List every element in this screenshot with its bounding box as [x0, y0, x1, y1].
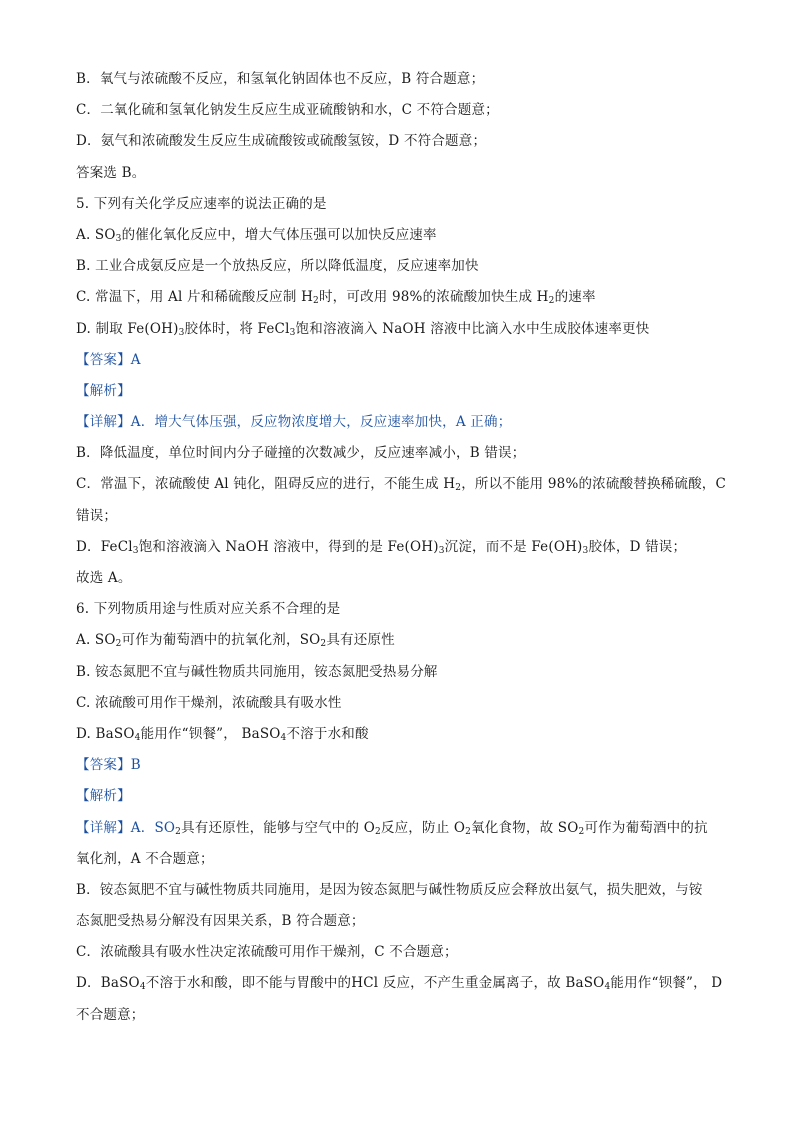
subscript: 2: [320, 639, 327, 650]
text-segment: 6. 下列物质用途与性质对应关系不合理的是: [76, 601, 341, 618]
text-line: [76, 345, 726, 376]
text-line: [76, 282, 726, 313]
text-line: [76, 657, 726, 688]
text-line: [76, 625, 726, 656]
text-segment: 【解析】: [76, 382, 131, 399]
subscript: 3: [132, 545, 139, 556]
subscript: 3: [438, 545, 445, 556]
subscript: 2: [374, 826, 381, 837]
text-line: [76, 563, 726, 594]
text-segment: D．氨气和浓硫酸发生反应生成硫酸铵或硫酸氢铵，D 不符合题意；: [76, 133, 487, 150]
text-line: [76, 189, 726, 220]
text-line: [76, 314, 726, 345]
text-segment: 【解析】: [76, 788, 131, 805]
subscript: 3: [178, 327, 185, 338]
subscript: 4: [139, 982, 146, 993]
text-segment: B．降低温度，单位时间内分子碰撞的次数减少，反应速率减小，B 错误；: [76, 445, 526, 462]
text-line: [76, 750, 726, 781]
text-line: [76, 220, 726, 251]
text-segment: B. 铵态氮肥不宜与碱性物质共同施用，铵态氮肥受热易分解: [76, 663, 438, 680]
text-segment: D．BaSO: [76, 975, 140, 992]
text-segment: 具有还原性: [326, 632, 395, 649]
subscript: 3: [115, 233, 122, 244]
text-segment: 饱和溶液滴入 NaOH 溶液中比滴入水中生成胶体速率更快: [295, 320, 650, 337]
text-segment: 胶体，D 错误；: [588, 538, 687, 555]
text-line: [76, 1000, 726, 1031]
text-segment: C．常温下，浓硫酸使 Al 钝化，阻碍反应的进行，不能生成 H: [76, 476, 456, 493]
text-segment: B．氧气与浓硫酸不反应，和氢氧化钠固体也不反应，B 符合题意；: [76, 71, 485, 87]
subscript: 4: [280, 732, 287, 743]
text-segment: 错误；: [76, 507, 118, 524]
text-line: [76, 844, 726, 875]
text-segment: 反应，防止 O: [380, 819, 466, 836]
text-line: [76, 407, 726, 438]
text-segment: 不合题意；: [76, 1006, 145, 1023]
text-segment: C. 浓硫酸可用作干燥剂，浓硫酸具有吸水性: [76, 694, 342, 711]
subscript: 4: [134, 732, 141, 743]
text-line: [76, 126, 726, 157]
text-line: [76, 376, 726, 407]
subscript: 2: [115, 639, 122, 650]
text-segment: 胶体时，将 FeCl: [184, 320, 290, 337]
text-segment: 【答案】A: [76, 351, 141, 368]
text-line: [76, 158, 726, 189]
subscript: 3: [289, 327, 296, 338]
text-segment: C. 常温下，用 Al 片和稀硫酸反应制 H: [76, 289, 314, 306]
subscript: 2: [465, 826, 472, 837]
text-segment: 氧化食物，故 SO: [471, 819, 579, 836]
text-line: [76, 781, 726, 812]
text-segment: 态氮肥受热易分解没有因果关系，B 符合题意；: [76, 913, 365, 930]
text-line: [76, 937, 726, 968]
text-segment: 【详解】A．SO: [76, 819, 176, 836]
text-segment: A. SO: [76, 226, 116, 243]
text-segment: 【答案】B: [76, 757, 141, 774]
text-segment: ，所以不能用 98%的浓硫酸替换稀硫酸，C: [461, 476, 727, 493]
subscript: 2: [313, 296, 319, 307]
text-line: [76, 875, 726, 906]
subscript: 3: [582, 545, 589, 556]
text-segment: 能用作“钡餐”， BaSO: [140, 725, 281, 742]
text-segment: 的速率: [554, 289, 596, 306]
text-segment: 可作为葡萄酒中的抗氧化剂，SO: [121, 632, 321, 649]
subscript: 2: [175, 826, 182, 837]
text-segment: C．二氧化硫和氢氧化钠发生反应生成亚硫酸钠和水，C 不符合题意；: [76, 102, 499, 119]
text-segment: 沉淀，而不是 Fe(OH): [444, 538, 583, 555]
text-segment: D. BaSO: [76, 725, 135, 742]
text-segment: D. 制取 Fe(OH): [76, 320, 179, 337]
text-line: [76, 438, 726, 469]
text-segment: B. 工业合成氨反应是一个放热反应，所以降低温度，反应速率加快: [76, 258, 479, 275]
text-segment: 不溶于水和酸: [286, 725, 369, 742]
text-line: [76, 501, 726, 532]
text-line: [76, 251, 726, 282]
text-segment: 饱和溶液滴入 NaOH 溶液中，得到的是 Fe(OH): [138, 538, 439, 555]
text-segment: B．铵态氮肥不宜与碱性物质共同施用，是因为铵态氮肥与碱性物质反应会释放出氨气，损失肥效，与铵: [76, 881, 703, 898]
text-line: [76, 813, 726, 844]
text-segment: 故选 A。: [76, 570, 132, 586]
text-line: [76, 64, 726, 95]
subscript: 2: [578, 826, 585, 837]
text-segment: 的催化氧化反应中，增大气体压强可以加快反应速率: [121, 226, 437, 243]
text-segment: 氧化剂，A 不合题意；: [76, 850, 214, 867]
text-segment: D．FeCl: [76, 538, 133, 555]
text-line: [76, 95, 726, 126]
text-line: [76, 469, 726, 500]
text-segment: 5. 下列有关化学反应速率的说法正确的是: [76, 195, 327, 212]
subscript: 2: [548, 296, 555, 307]
text-line: [76, 594, 726, 625]
text-segment: 【详解】A．增大气体压强，反应物浓度增大，反应速率加快，A 正确；: [76, 414, 512, 431]
text-segment: 时，可改用 98%的浓硫酸加快生成 H: [318, 289, 549, 306]
text-segment: C．浓硫酸具有吸水性决定浓硫酸可用作干燥剂，C 不合题意；: [76, 944, 458, 961]
text-segment: A. SO: [76, 632, 116, 649]
text-segment: 能用作“钡餐”， D: [610, 975, 723, 992]
text-line: [76, 719, 726, 750]
text-segment: 可作为葡萄酒中的抗: [584, 819, 708, 836]
text-segment: 具有还原性，能够与空气中的 O: [181, 819, 375, 836]
subscript: 2: [455, 483, 462, 494]
subscript: 4: [604, 982, 611, 993]
text-line: [76, 906, 726, 937]
text-line: [76, 968, 726, 999]
text-line: [76, 688, 726, 719]
text-line: [76, 532, 726, 563]
text-segment: 不溶于水和酸，即不能与胃酸中的HCl 反应，不产生重金属离子，故 BaSO: [145, 975, 605, 992]
text-segment: 答案选 B。: [76, 164, 146, 181]
document-page: [76, 64, 726, 1031]
